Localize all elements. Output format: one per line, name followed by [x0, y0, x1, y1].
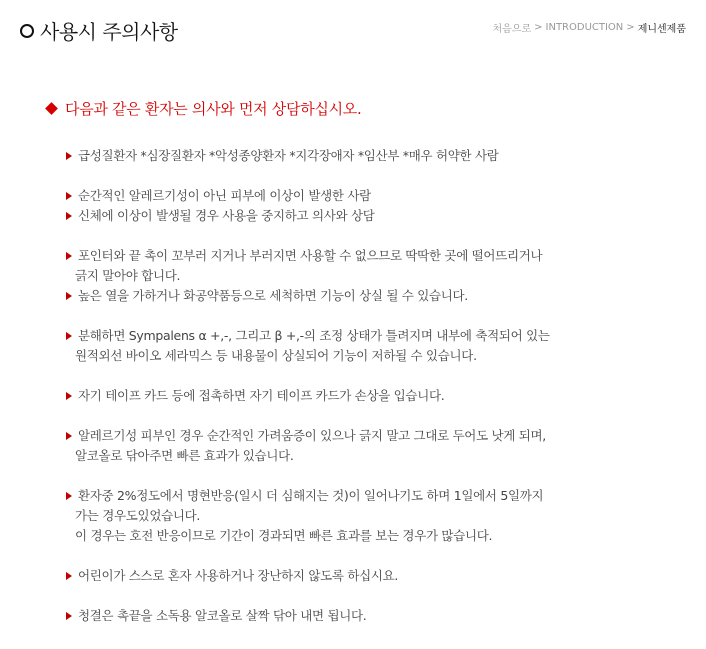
caution-item [66, 566, 666, 586]
breadcrumb-current: 제니센제품 [637, 24, 686, 35]
caution-item-text: 어린이가 스스로 혼자 사용하거나 장난하지 않도록 하십시요. [78, 568, 399, 583]
caution-item-text: 포인터와 끝 촉이 꼬부러 지거나 부러지면 사용할 수 없으므로 딱딱한 곳에 떨어뜨리거나 [78, 248, 543, 263]
caution-item [66, 426, 666, 466]
caution-item-text: 청결은 촉끝을 소독용 알코올로 살짝 닦아 내면 됩니다. [78, 608, 367, 623]
chevron-right-icon: > [626, 22, 635, 33]
caution-item-text: 높은 열을 가하거나 화공약품등으로 세척하면 기능이 상실 될 수 있습니다. [78, 288, 468, 303]
triangle-right-icon [66, 332, 72, 340]
caution-item-line [66, 426, 666, 446]
breadcrumb-home-link[interactable]: 처음으로 [492, 24, 532, 35]
caution-group [66, 486, 666, 546]
caution-item-line [66, 286, 666, 306]
caution-group [66, 326, 666, 366]
diamond-icon [45, 102, 58, 115]
caution-item [66, 606, 666, 626]
caution-item-line [66, 566, 666, 586]
caution-item-line [66, 386, 666, 406]
caution-group [66, 246, 666, 306]
caution-item [66, 386, 666, 406]
caution-item-line [66, 326, 666, 346]
caution-item [66, 146, 666, 166]
caution-item [66, 486, 666, 546]
caution-item-continuation [66, 526, 666, 546]
triangle-right-icon [66, 192, 72, 200]
page-title-text: 사용시 주의사항 [40, 20, 178, 44]
caution-item-text: 급성질환자 *심장질환자 *악성종양환자 *지각장애자 *임산부 *매우 허약한 사람 [78, 148, 499, 163]
caution-group [66, 606, 666, 626]
caution-group [66, 566, 666, 586]
triangle-right-icon [66, 152, 72, 160]
caution-heading-text: 다음과 같은 환자는 의사와 먼저 상담하십시오. [65, 100, 362, 118]
caution-group [66, 386, 666, 406]
triangle-right-icon [66, 572, 72, 580]
caution-item [66, 286, 666, 306]
caution-item-line [66, 206, 666, 226]
caution-item-text: 이 경우는 호전 반응이므로 기간이 경과되면 빠른 효과를 보는 경우가 많습니다. [75, 528, 493, 543]
caution-item-continuation [66, 266, 666, 286]
triangle-right-icon [66, 252, 72, 260]
triangle-right-icon [66, 612, 72, 620]
caution-item-line [66, 146, 666, 166]
caution-item-text: 분해하면 Sympalens α +,-, 그리고 β +,-의 조정 상태가 틀려지며 내부에 축적되어 있는 [78, 328, 550, 343]
caution-item-text: 긁지 말아야 합니다. [75, 268, 181, 283]
caution-item [66, 206, 666, 226]
triangle-right-icon [66, 492, 72, 500]
caution-item-line [66, 606, 666, 626]
caution-item-text: 가는 경우도있었습니다. [75, 508, 201, 523]
caution-item-text: 환자중 2%정도에서 명현반응(일시 더 심해지는 것)이 일어나기도 하며 1일에서 5일까지 [78, 488, 544, 503]
caution-item-text: 알레르기성 피부인 경우 순간적인 가려움증이 있으나 긁지 말고 그대로 두어도 낫게 되며, [78, 428, 546, 443]
caution-item-text: 자기 테이프 카드 등에 접촉하면 자기 테이프 카드가 손상을 입습니다. [78, 388, 445, 403]
caution-item-continuation [66, 346, 666, 366]
caution-item [66, 246, 666, 286]
breadcrumb-section-link[interactable]: INTRODUCTION [545, 22, 624, 33]
caution-item-line [66, 246, 666, 266]
breadcrumb [492, 20, 686, 35]
caution-item-text: 원적외선 바이오 세라믹스 등 내용물이 상실되어 기능이 저하될 수 있습니다. [75, 348, 477, 363]
caution-item-continuation [66, 506, 666, 526]
caution-item-text: 신체에 이상이 발생될 경우 사용을 중지하고 의사와 상담 [78, 208, 375, 223]
caution-item-line [66, 186, 666, 206]
triangle-right-icon [66, 292, 72, 300]
caution-item-text: 순간적인 알레르기성이 아닌 피부에 이상이 발생한 사람 [78, 188, 371, 203]
triangle-right-icon [66, 392, 72, 400]
caution-item [66, 326, 666, 366]
caution-item-line [66, 486, 666, 506]
caution-item-text: 알코올로 닦아주면 빠른 효과가 있습니다. [75, 448, 294, 463]
triangle-right-icon [66, 212, 72, 220]
caution-item-continuation [66, 446, 666, 466]
chevron-right-icon: > [534, 22, 543, 33]
circle-outline-icon [20, 24, 34, 38]
caution-item [66, 186, 666, 206]
page-title [20, 16, 178, 45]
caution-group [66, 186, 666, 226]
triangle-right-icon [66, 432, 72, 440]
caution-list [66, 146, 666, 646]
caution-heading [45, 98, 361, 119]
caution-group [66, 146, 666, 166]
caution-group [66, 426, 666, 466]
